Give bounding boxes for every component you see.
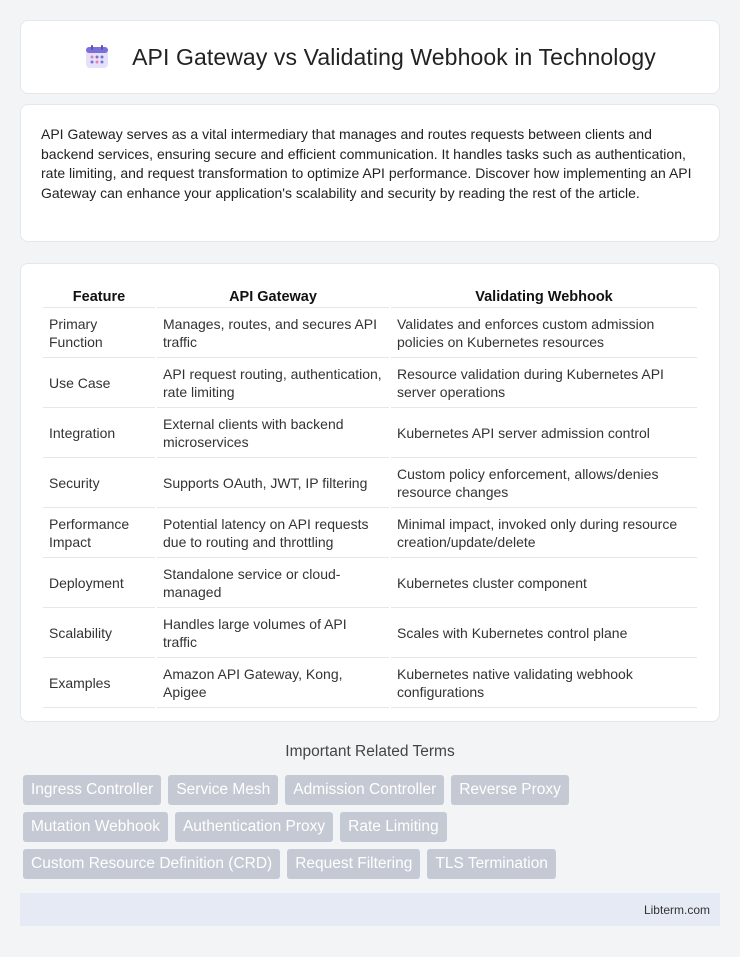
cell-feature: Integration	[43, 409, 155, 458]
table-row	[43, 509, 697, 558]
header-api-gateway: API Gateway	[157, 285, 389, 308]
footer	[20, 893, 720, 926]
cell-feature: Examples	[43, 659, 155, 708]
calendar-grid-icon	[84, 44, 110, 70]
table-row	[43, 309, 697, 358]
intro-text: API Gateway serves as a vital intermediary that manages and routes requests between clients and backend services, ensuring secure and efficient communication. It handles tasks such as authentication, rate limiting, and request transformation to optimize API performance. Discover how implementing an API Gateway can enhance your application's scalability and security by reading the rest of the article.	[41, 126, 692, 201]
tag-rate-limiting[interactable]: Rate Limiting	[340, 812, 446, 842]
cell-api-gateway: Handles large volumes of API traffic	[157, 609, 389, 658]
table-header-row	[43, 285, 697, 308]
cell-validating-webhook: Custom policy enforcement, allows/denies resource changes	[391, 459, 697, 508]
cell-api-gateway: Standalone service or cloud-managed	[157, 559, 389, 608]
tag-service-mesh[interactable]: Service Mesh	[168, 775, 278, 805]
cell-validating-webhook: Resource validation during Kubernetes API server operations	[391, 359, 697, 408]
cell-validating-webhook: Kubernetes native validating webhook configurations	[391, 659, 697, 708]
cell-api-gateway: Supports OAuth, JWT, IP filtering	[157, 459, 389, 508]
footer-brand[interactable]: Libterm.com	[643, 902, 710, 917]
table-row	[43, 559, 697, 608]
cell-feature: Scalability	[43, 609, 155, 658]
header-validating-webhook: Validating Webhook	[391, 285, 697, 308]
comparison-table	[41, 284, 699, 709]
tag-row	[23, 775, 723, 805]
cell-feature: Use Case	[43, 359, 155, 408]
related-terms-list	[23, 775, 723, 886]
table-row	[43, 359, 697, 408]
cell-api-gateway: Amazon API Gateway, Kong, Apigee	[157, 659, 389, 708]
tag-row	[23, 812, 723, 842]
tag-request-filtering[interactable]: Request Filtering	[287, 849, 420, 879]
cell-api-gateway: External clients with backend microservices	[157, 409, 389, 458]
comparison-table-card	[20, 263, 720, 722]
tag-authentication-proxy[interactable]: Authentication Proxy	[175, 812, 333, 842]
table-row	[43, 659, 697, 708]
cell-feature: Primary Function	[43, 309, 155, 358]
cell-validating-webhook: Scales with Kubernetes control plane	[391, 609, 697, 658]
tag-mutation-webhook[interactable]: Mutation Webhook	[23, 812, 168, 842]
cell-api-gateway: Manages, routes, and secures API traffic	[157, 309, 389, 358]
cell-feature: Deployment	[43, 559, 155, 608]
tag-custom-resource-definition[interactable]: Custom Resource Definition (CRD)	[23, 849, 280, 879]
tag-row	[23, 849, 723, 879]
cell-validating-webhook: Validates and enforces custom admission policies on Kubernetes resources	[391, 309, 697, 358]
table-row	[43, 459, 697, 508]
intro-card	[20, 104, 720, 242]
cell-validating-webhook: Kubernetes cluster component	[391, 559, 697, 608]
page-title: API Gateway vs Validating Webhook in Technology	[132, 43, 656, 70]
tag-ingress-controller[interactable]: Ingress Controller	[23, 775, 161, 805]
cell-validating-webhook: Minimal impact, invoked only during resource creation/update/delete	[391, 509, 697, 558]
table-row	[43, 609, 697, 658]
tag-reverse-proxy[interactable]: Reverse Proxy	[451, 775, 569, 805]
cell-feature: Performance Impact	[43, 509, 155, 558]
title-card	[20, 20, 720, 94]
cell-validating-webhook: Kubernetes API server admission control	[391, 409, 697, 458]
related-terms-title: Important Related Terms	[285, 743, 455, 760]
tag-tls-termination[interactable]: TLS Termination	[427, 849, 556, 879]
table-row	[43, 409, 697, 458]
cell-api-gateway: Potential latency on API requests due to routing and throttling	[157, 509, 389, 558]
tag-admission-controller[interactable]: Admission Controller	[285, 775, 444, 805]
header-feature: Feature	[43, 285, 155, 308]
cell-api-gateway: API request routing, authentication, rate limiting	[157, 359, 389, 408]
cell-feature: Security	[43, 459, 155, 508]
